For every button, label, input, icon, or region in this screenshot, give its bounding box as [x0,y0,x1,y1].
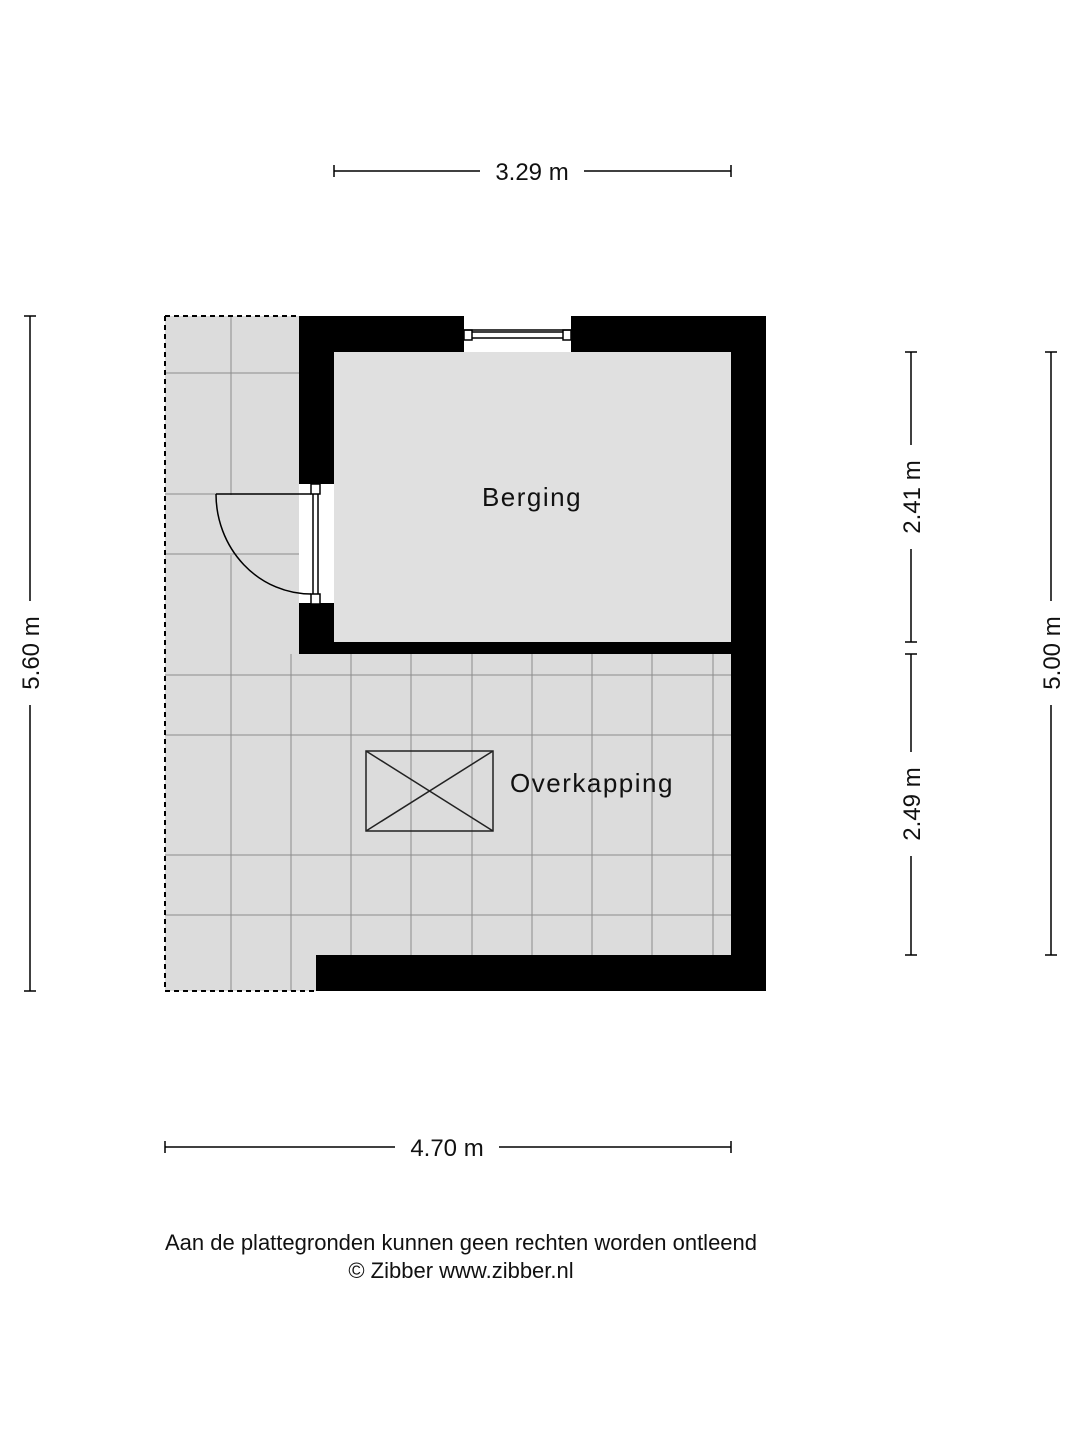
dimension-right-lower-label: 2.49 m [899,767,926,841]
dimension-left-label: 5.60 m [18,616,45,690]
room-label-berging: Berging [481,482,583,512]
dimension-bottom-label: 4.70 m [410,1135,484,1162]
footer-disclaimer: Aan de plattegronden kunnen geen rechten worden ontleend [164,1230,758,1255]
footer-copyright: © Zibber www.zibber.nl [348,1258,574,1283]
dimension-top-label: 3.29 m [495,159,569,186]
dimension-right-upper-label: 2.41 m [899,460,926,534]
room-label-overkapping: Overkapping [510,768,674,798]
dimension-right-total-label: 5.00 m [1039,616,1066,690]
window [464,316,571,352]
